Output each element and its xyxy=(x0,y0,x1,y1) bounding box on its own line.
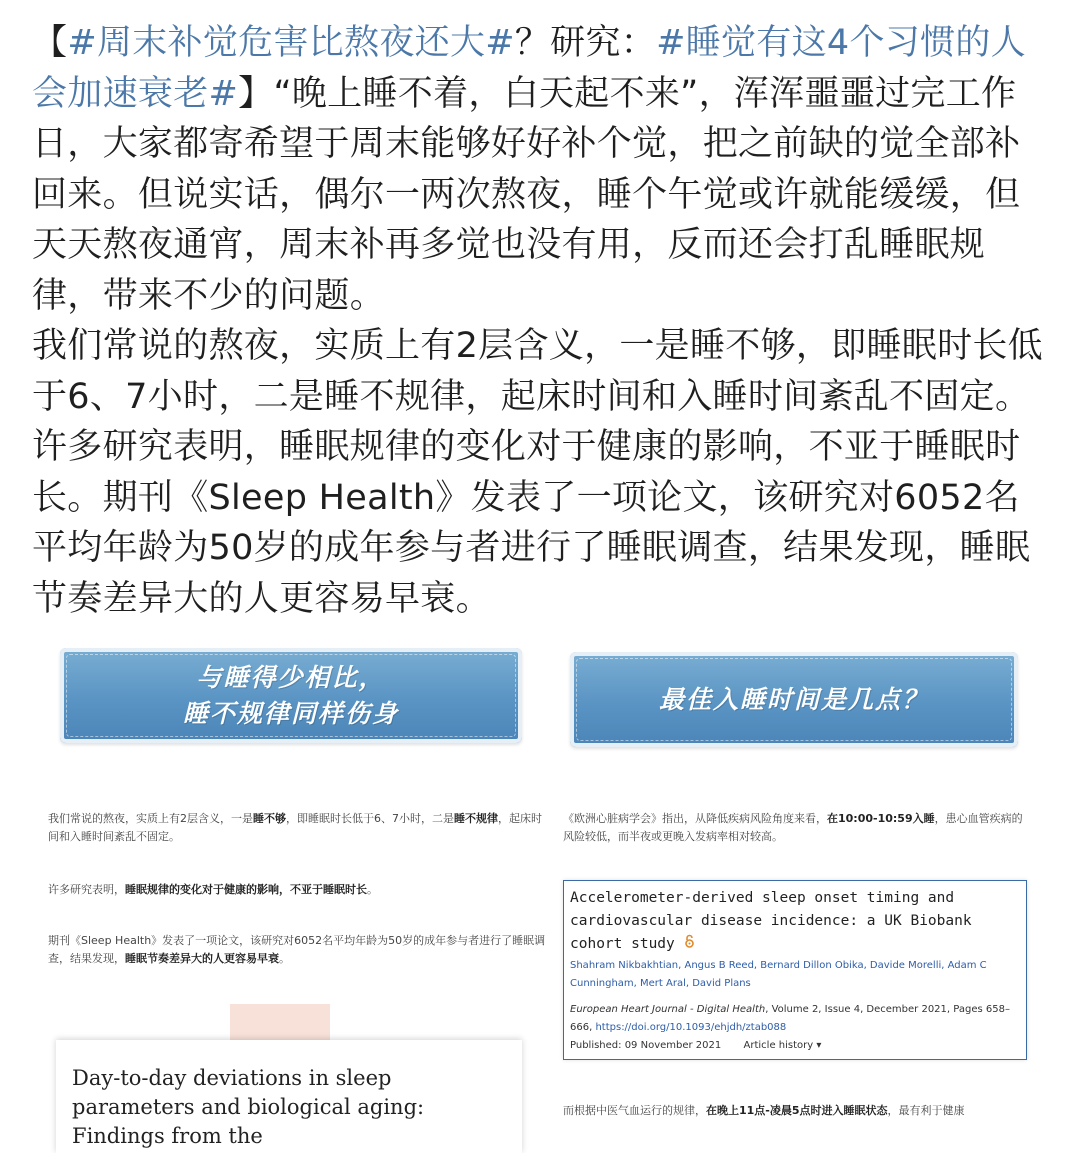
post-paragraph-1: 【#周末补觉危害比熬夜还大#？研究：#睡觉有这4个习惯的人会加速衰老#】“晚上睡不着，白天起不来”，浑浑噩噩过完工作日，大家都寄希望于周末能够好好补个觉，把之前缺的觉全部补回来。但说实话，偶尔一两次熬夜，睡个午觉或许就能缓缓，但天天熬夜通宵，周末补再多觉也没有用，反而还会打乱睡眠规律，带来不少的问题。 xyxy=(32,23,1026,316)
article-paragraph: 我们常说的熬夜，实质上有2层含义，一是睡不够，即睡眠时长低于6、7小时，二是睡不规律，起床时间和入睡时间紊乱不固定。 xyxy=(48,812,542,843)
article-history-link[interactable]: Article history ▾ xyxy=(743,1040,822,1051)
article-paragraph: 《欧洲心脏病学会》指出，从降低疾病风险角度来看，在10:00-10:59入睡，患心血管疾病的风险较低，而半夜或更晚入发病率相对较高。 xyxy=(563,812,1023,843)
hashtag-link[interactable]: #周末补觉危害比熬夜还大# xyxy=(67,23,515,63)
paper-title: Day-to-day deviations in sleep parameters and biological aging: Findings from the xyxy=(72,1066,425,1148)
banner-line: 最佳入睡时间是几点？ xyxy=(658,684,929,714)
article-paragraph: 期刊《Sleep Health》发表了一项论文，该研究对6052名平均年龄为50岁的成年参与者进行了睡眠调查，结果发现，睡眠节奏差异大的人更容易早衰。 xyxy=(48,934,546,965)
doi-link[interactable]: https://doi.org/10.1093/ehjdh/ztab088 xyxy=(595,1022,787,1033)
post-body xyxy=(32,18,1052,624)
published-date: Published: 09 November 2021 xyxy=(570,1040,722,1051)
banner-line: 与睡得少相比， xyxy=(196,662,386,692)
article-paragraph: 许多研究表明，睡眠规律的变化对于健康的影响，不亚于睡眠时长。 xyxy=(48,883,378,896)
article-paragraph: 而根据中医气血运行的规律，在晚上11点-凌晨5点时进入睡眠状态，最有利于健康 xyxy=(563,1104,965,1117)
citation-card xyxy=(563,880,1027,1060)
post-paragraph-2: 我们常说的熬夜，实质上有2层含义，一是睡不够，即睡眠时长低于6、7小时，二是睡不规律，起床时间和入睡时间紊乱不固定。许多研究表明，睡眠规律的变化对于健康的影响，不亚于睡眠时长。期刊《Sleep Health》发表了一项论文，该研究对6052名平均年龄为50岁的成年参与者进行了睡眠调查，结果发现，睡眠节奏差异大的人更容易早衰。 xyxy=(32,326,1043,619)
post-text: “晚上睡不着，白天起不来”，浑浑噩噩过完工作日，大家都寄希望于周末能够好好补个觉，把之前缺的觉全部补回来。但说实话，偶尔一两次熬夜，睡个午觉或许就能缓缓，但天天熬夜通宵，周末补再多觉也没有用，反而还会打乱睡眠规律，带来不少的问题。 xyxy=(32,73,1021,316)
citation-authors[interactable]: Shahram Nikbakhtian, Angus B Reed, Bernard Dillon Obika, Davide Morelli, Adam C Cunningham, Mert Aral, David Plans xyxy=(570,960,987,989)
citation-title[interactable]: Accelerometer-derived sleep onset timing and cardiovascular disease incidence: a UK Biobank cohort study xyxy=(570,890,972,952)
citation-journal: European Heart Journal - Digital Health, Volume 2, Issue 4, December 2021, Pages 658–666, https://doi.org/10.1093/ehjdh/ztab088 Published: 09 November 2021 Article history ▾ xyxy=(570,1004,1010,1051)
hashtag-link[interactable]: #睡觉有这4个习惯的人会加速衰老# xyxy=(32,23,1026,114)
section-banner xyxy=(60,648,522,743)
banner-line: 睡不规律同样伤身 xyxy=(182,698,399,728)
section-banner xyxy=(570,652,1018,747)
paper-clipping xyxy=(56,1040,522,1153)
open-access-icon xyxy=(684,936,695,952)
research-label: ？研究： xyxy=(514,23,657,63)
